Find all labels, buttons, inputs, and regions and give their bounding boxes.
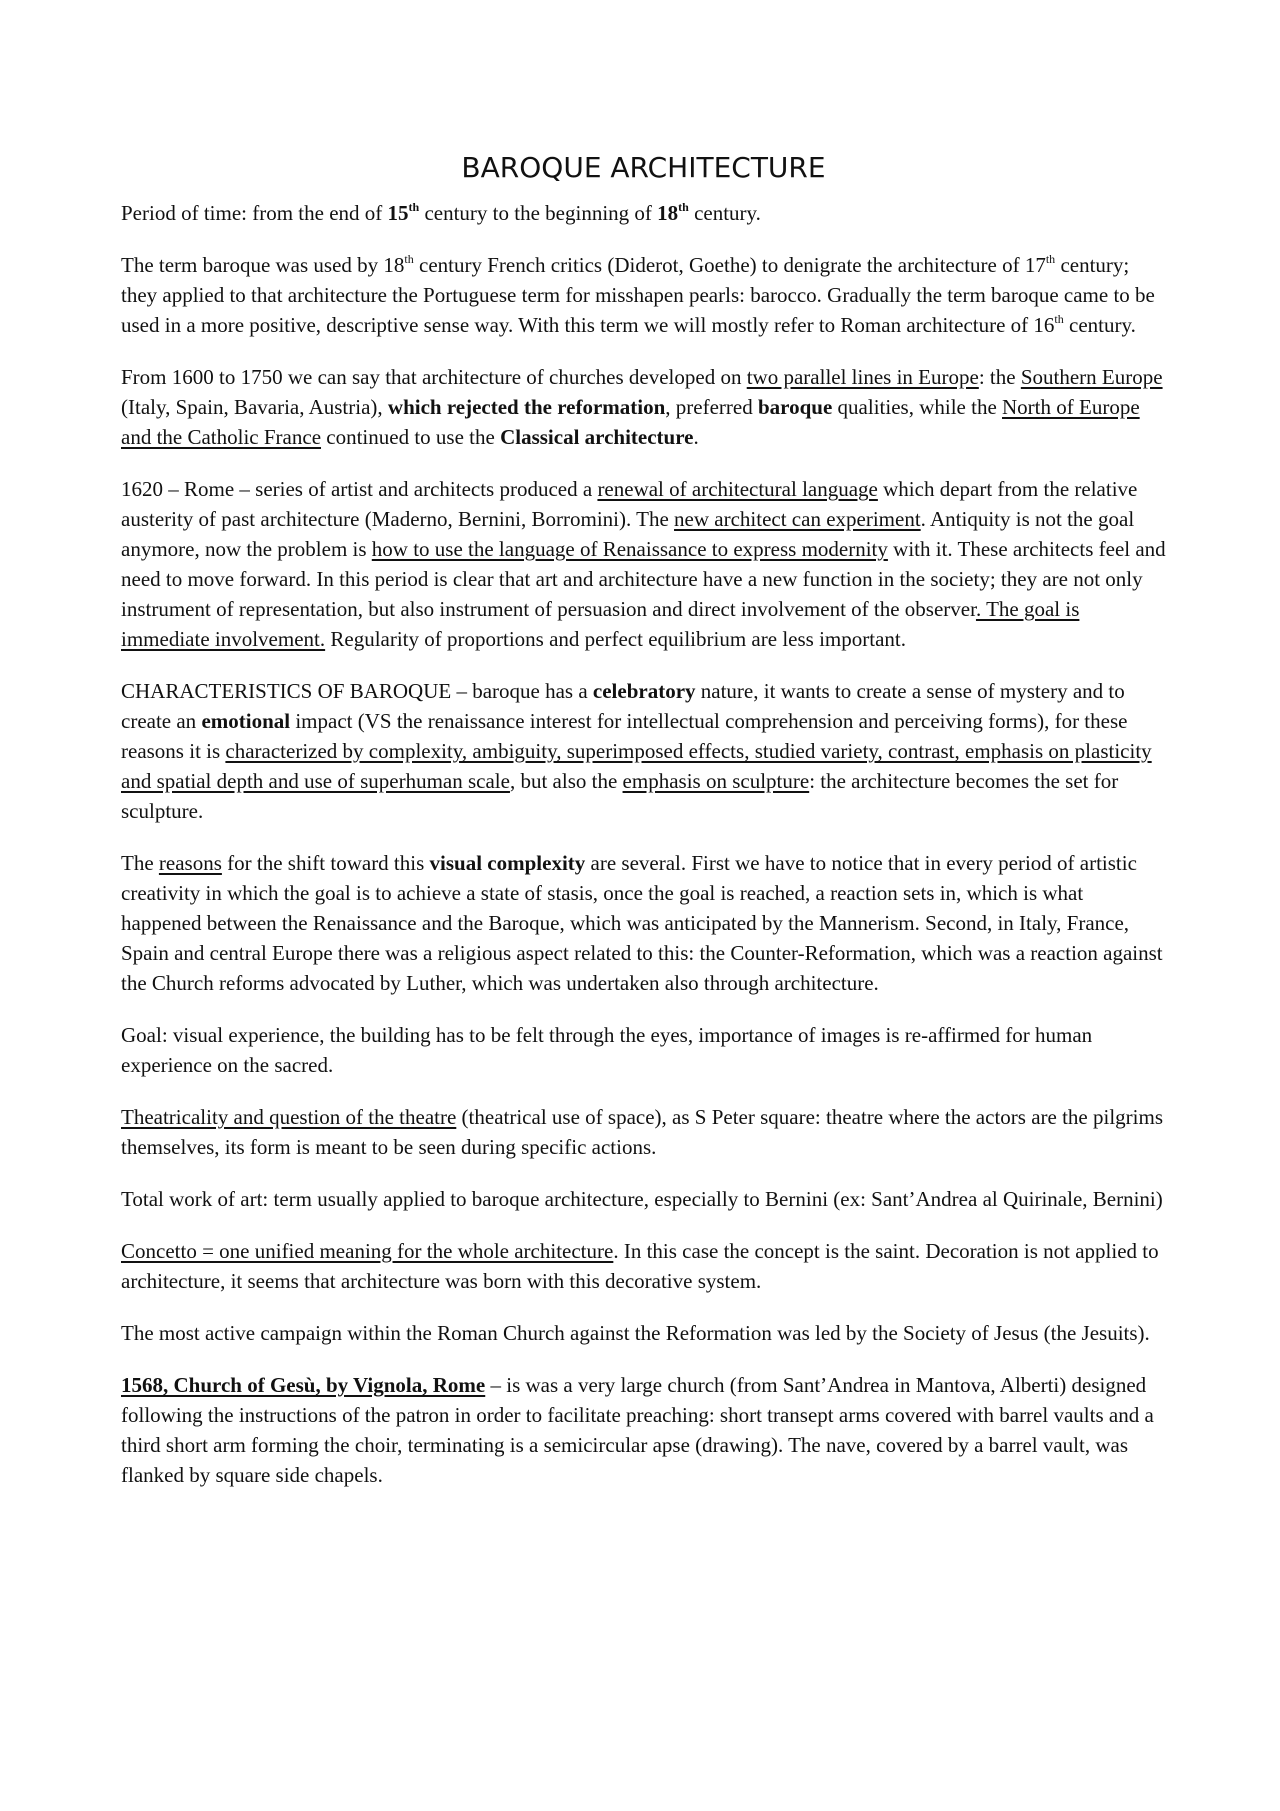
paragraph-term-baroque: The term baroque was used by 18th century French critics (Diderot, Goethe) to denigrate the architecture of 17th century; they applied to that architecture the Portuguese term for misshapen pearls: barocco. Gradually the term baroque came to be used in a more positive, descriptive sense way. With this term we will mostly refer to Roman architecture of 16th century. [121, 252, 1155, 337]
paragraph-concetto: Concetto = one unified meaning for the whole architecture. In this case the concept is the saint. Decoration is not applied to architecture, it seems that architecture was born with this decorative system. [121, 1239, 1159, 1293]
paragraph-characteristics: CHARACTERISTICS OF BAROQUE – baroque has a celebratory nature, it wants to create a sense of mystery and to create an emotional impact (VS the renaissance interest for intellectual comprehension and perceiving forms), for these reasons it is characterized by complexity, ambiguity, superimposed effects, studied variety, contrast, emphasis on plasticity and spatial depth and use of superhuman scale, but also the emphasis on sculpture: the architecture becomes the set for sculpture. [121, 679, 1152, 823]
paragraph-two-lines: From 1600 to 1750 we can say that architecture of churches developed on two parallel lines in Europe: the Southern Europe (Italy, Spain, Bavaria, Austria), which rejected the reformation, preferred baroque qualities, while the North of Europe and the Catholic France continued to use the Classical architecture. [121, 365, 1163, 449]
paragraph-goal: Goal: visual experience, the building has to be felt through the eyes, importance of images is re-affirmed for human experience on the sacred. [121, 1023, 1093, 1077]
paragraph-jesuits: The most active campaign within the Roman Church against the Reformation was led by the Society of Jesus (the Jesuits). [121, 1321, 1150, 1345]
paragraph-gesu: 1568, Church of Gesù, by Vignola, Rome – is was a very large church (from Sant’Andrea in Mantova, Alberti) designed following the instructions of the patron in order to facilitate preaching: short transept arms covered with barrel vaults and a third short arm forming the choir, terminating is a semicircular apse (drawing). The nave, covered by a barrel vault, was flanked by square side chapels. [121, 1373, 1154, 1487]
paragraph-total-work: Total work of art: term usually applied to baroque architecture, especially to Bernini (ex: Sant’Andrea al Quirinale, Bernini) [121, 1187, 1163, 1211]
document-title: BAROQUE ARCHITECTURE [461, 151, 826, 184]
paragraph-period: Period of time: from the end of 15th century to the beginning of 18th century. [121, 200, 761, 225]
paragraph-theatricality: Theatricality and question of the theatre (theatrical use of space), as S Peter square: theatre where the actors are the pilgrims themselves, its form is meant to be seen during specific actions. [121, 1105, 1163, 1159]
paragraph-reasons: The reasons for the shift toward this visual complexity are several. First we have to notice that in every period of artistic creativity in which the goal is to achieve a state of stasis, once the goal is reached, a reaction sets in, which is what happened between the Renaissance and the Baroque, which was anticipated by the Mannerism. Second, in Italy, France, Spain and central Europe there was a religious aspect related to this: the Counter-Reformation, which was a reaction against the Church reforms advocated by Luther, which was undertaken also through architecture. [121, 851, 1163, 995]
paragraph-1620-rome: 1620 – Rome – series of artist and architects produced a renewal of architectural language which depart from the relative austerity of past architecture (Maderno, Bernini, Borromini). The new architect can experiment. Antiquity is not the goal anymore, now the problem is how to use the language of Renaissance to express modernity with it. These architects feel and need to move forward. In this period is clear that art and architecture have a new function in the society; they are not only instrument of representation, but also instrument of persuasion and direct involvement of the observer. The goal is immediate involvement. Regularity of proportions and perfect equilibrium are less important. [121, 477, 1166, 651]
document-page [121, 150, 1166, 1512]
